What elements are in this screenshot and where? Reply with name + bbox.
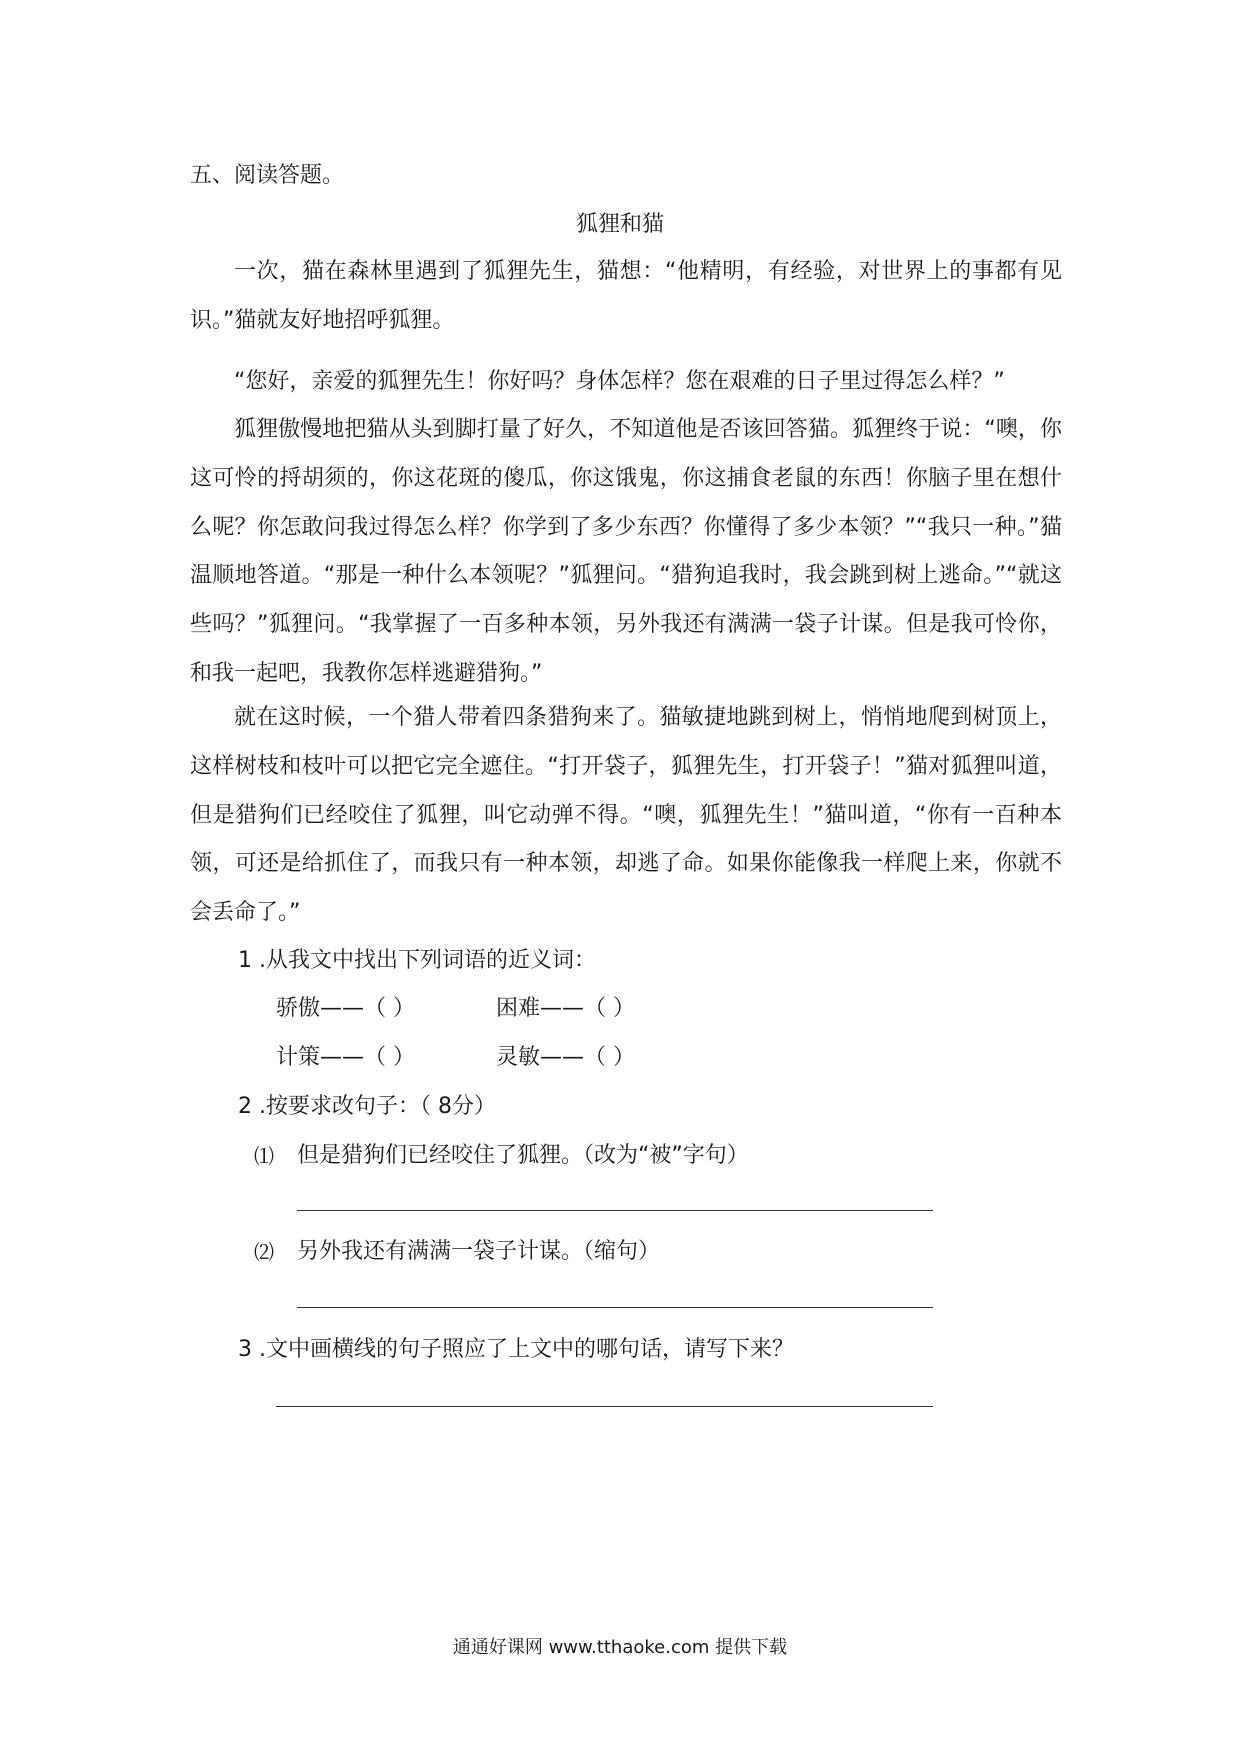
synonym-blank-lingmin[interactable]: 灵敏——（ ） (496, 1045, 635, 1070)
page-footer: 通通好课网 www.tthaoke.com 提供下载 (452, 1637, 788, 1658)
synonym-blank-kunnan[interactable]: 困难——（ ） (496, 996, 635, 1021)
answer-line[interactable] (297, 1210, 933, 1211)
sub-question-number: ⑵ (254, 1240, 274, 1264)
story-paragraph: “您好，亲爱的狐狸先生！你好吗？身体怎样？您在艰难的日子里过得怎么样？” (234, 369, 1005, 394)
story-paragraph: 一次，猫在森林里遇到了狐狸先生，猫想：“他精明，有经验，对世界上的事都有见识。”猫就友好地招呼狐狸。 (190, 259, 1062, 333)
synonym-blank-jiaoao[interactable]: 骄傲——（ ） (276, 996, 415, 1021)
question-1-prompt: 1 .从我文中找出下列词语的近义词： (238, 948, 596, 973)
section-heading: 五、阅读答题。 (190, 163, 345, 188)
question-2-prompt: 2 .按要求改句子：（ 8分） (238, 1094, 496, 1119)
answer-line[interactable] (297, 1307, 933, 1308)
sub-question-text: 但是猎狗们已经咬住了狐狸。（改为“被”字句） (297, 1143, 749, 1168)
synonym-blank-jice[interactable]: 计策——（ ） (276, 1045, 415, 1070)
story-title: 狐狸和猫 (575, 212, 664, 237)
sub-question-text: 另外我还有满满一袋子计谋。（缩句） (297, 1239, 661, 1264)
question-3-prompt: 3 .文中画横线的句子照应了上文中的哪句话，请写下来？ (238, 1337, 794, 1362)
sub-question-number: ⑴ (254, 1144, 274, 1168)
answer-line[interactable] (276, 1406, 933, 1407)
story-paragraph: 就在这时候，一个猎人带着四条猎狗来了。猫敏捷地跳到树上，悄悄地爬到树顶上，这样树枝和枝叶可以把它完全遮住。“打开袋子，狐狸先生，打开袋子！”猫对狐狸叫道，但是猎狗们已经咬住了狐狸，叫它动弹不得。“噢，狐狸先生！”猫叫道，“你有一百种本领，可还是给抓住了，而我只有一种本领，却逃了命。如果你能像我一样爬上来，你就不会丢命了。” (190, 705, 1062, 926)
story-paragraph: 狐狸傲慢地把猫从头到脚打量了好久，不知道他是否该回答猫。狐狸终于说：“噢，你这可怜的捋胡须的，你这花斑的傻瓜，你这饿鬼，你这捕食老鼠的东西！你脑子里在想什么呢？你怎敢问我过得怎么样？你学到了多少东西？你懂得了多少本领？”“我只一种。”猫温顺地答道。“那是一种什么本领呢？”狐狸问。“猎狗追我时，我会跳到树上逃命。”“就这些吗？”狐狸问。“我掌握了一百多种本领，另外我还有满满一袋子计谋。但是我可怜你，和我一起吧，我教你怎样逃避猎狗。” (190, 417, 1062, 686)
